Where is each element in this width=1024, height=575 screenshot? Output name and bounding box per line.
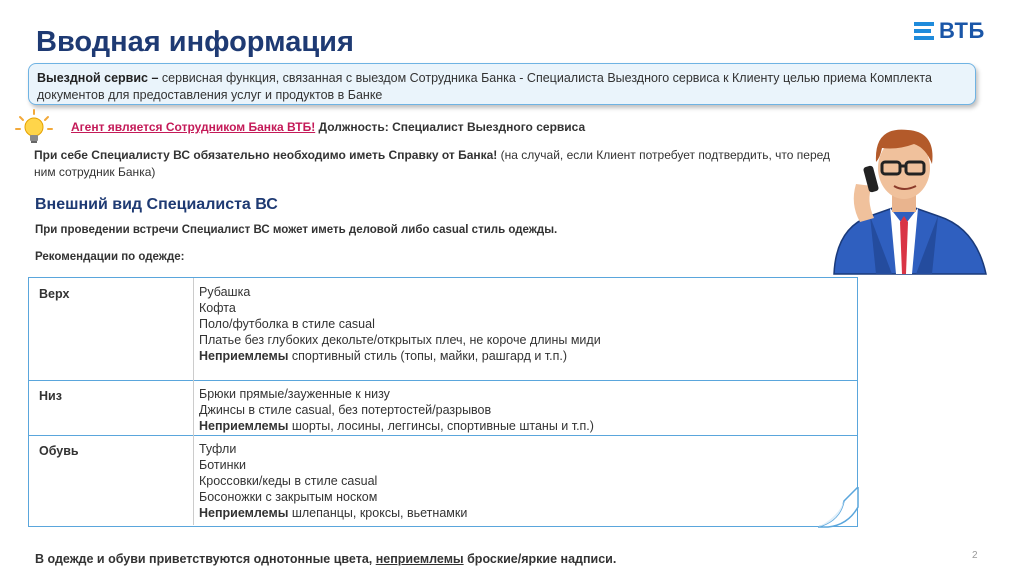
agent-line xyxy=(71,120,585,134)
category-items xyxy=(199,284,601,364)
footer-note xyxy=(35,552,616,566)
definition-text: сервисная функция, связанная с выездом Сотрудника Банка - Специалиста Выездного сервиса к Клиенту целью приема Комплекта документов для предоставления услуг и продуктов в Банке xyxy=(37,71,932,102)
forbidden-label: Неприемлемы xyxy=(199,506,289,520)
list-item: Ботинки xyxy=(199,458,246,472)
forbidden-text: шорты, лосины, леггинсы, спортивные штаны и т.п.) xyxy=(288,419,594,433)
category-items xyxy=(199,386,594,434)
category-label: Низ xyxy=(39,389,62,403)
list-item: Рубашка xyxy=(199,285,251,299)
clothing-row-top xyxy=(29,278,857,381)
forbidden-item xyxy=(199,418,594,434)
agent-highlight: Агент является Сотрудником Банка ВТБ! xyxy=(71,120,316,134)
clothing-row-shoes xyxy=(29,435,857,525)
specialist-illustration xyxy=(826,118,994,276)
forbidden-text: спортивный стиль (топы, майки, рашгард и т.п.) xyxy=(288,349,568,363)
list-item: Джинсы в стиле casual, без потертостей/разрывов xyxy=(199,403,492,417)
list-item: Кофта xyxy=(199,301,236,315)
clothing-row-bottom xyxy=(29,380,857,436)
list-item: Босоножки с закрытым носком xyxy=(199,490,378,504)
category-items xyxy=(199,441,467,521)
page-number: 2 xyxy=(972,550,978,561)
list-item: Платье без глубоких декольте/открытых плеч, не короче длины миди xyxy=(199,333,601,347)
recommendations-label: Рекомендации по одежде: xyxy=(35,251,185,263)
vtb-logo xyxy=(914,18,985,44)
clothing-table xyxy=(28,277,858,527)
certificate-bold: При себе Специалисту ВС обязательно необходимо иметь Справку от Банка! xyxy=(34,148,498,162)
certificate-normal: (на случай, если Клиент потребует подтвердить, что перед ним сотрудник Банка) xyxy=(34,148,831,179)
definition-box xyxy=(28,63,976,105)
footer-text: В одежде и обуви приветствуются однотонные цвета, xyxy=(35,552,376,566)
certificate-note xyxy=(34,147,844,181)
appearance-heading: Внешний вид Специалиста ВС xyxy=(35,196,278,213)
forbidden-label: Неприемлемы xyxy=(199,349,289,363)
footer-text-end: броские/яркие надписи. xyxy=(463,552,617,566)
agent-position: Должность: Специалист Выездного сервиса xyxy=(315,120,586,134)
forbidden-item xyxy=(199,348,601,364)
category-label: Обувь xyxy=(39,444,79,458)
page-title: Вводная информация xyxy=(36,26,354,58)
list-item: Брюки прямые/зауженные к низу xyxy=(199,387,390,401)
footer-underlined: неприемлемы xyxy=(375,552,464,566)
list-item: Туфли xyxy=(199,442,237,456)
meeting-text: При проведении встречи Специалист ВС может иметь деловой либо casual стиль одежды. xyxy=(35,224,558,236)
list-item: Кроссовки/кеды в стиле casual xyxy=(199,474,378,488)
page-curl-icon xyxy=(818,487,860,529)
category-label: Верх xyxy=(39,287,70,301)
definition-term: Выездной сервис – xyxy=(37,71,159,85)
logo-text: ВТБ xyxy=(939,18,985,43)
forbidden-item xyxy=(199,505,467,521)
forbidden-label: Неприемлемы xyxy=(199,419,289,433)
logo-bars-icon xyxy=(914,22,934,40)
forbidden-text: шлепанцы, кроксы, вьетнамки xyxy=(288,506,468,520)
list-item: Поло/футболка в стиле casual xyxy=(199,317,375,331)
lightbulb-icon xyxy=(14,108,56,146)
